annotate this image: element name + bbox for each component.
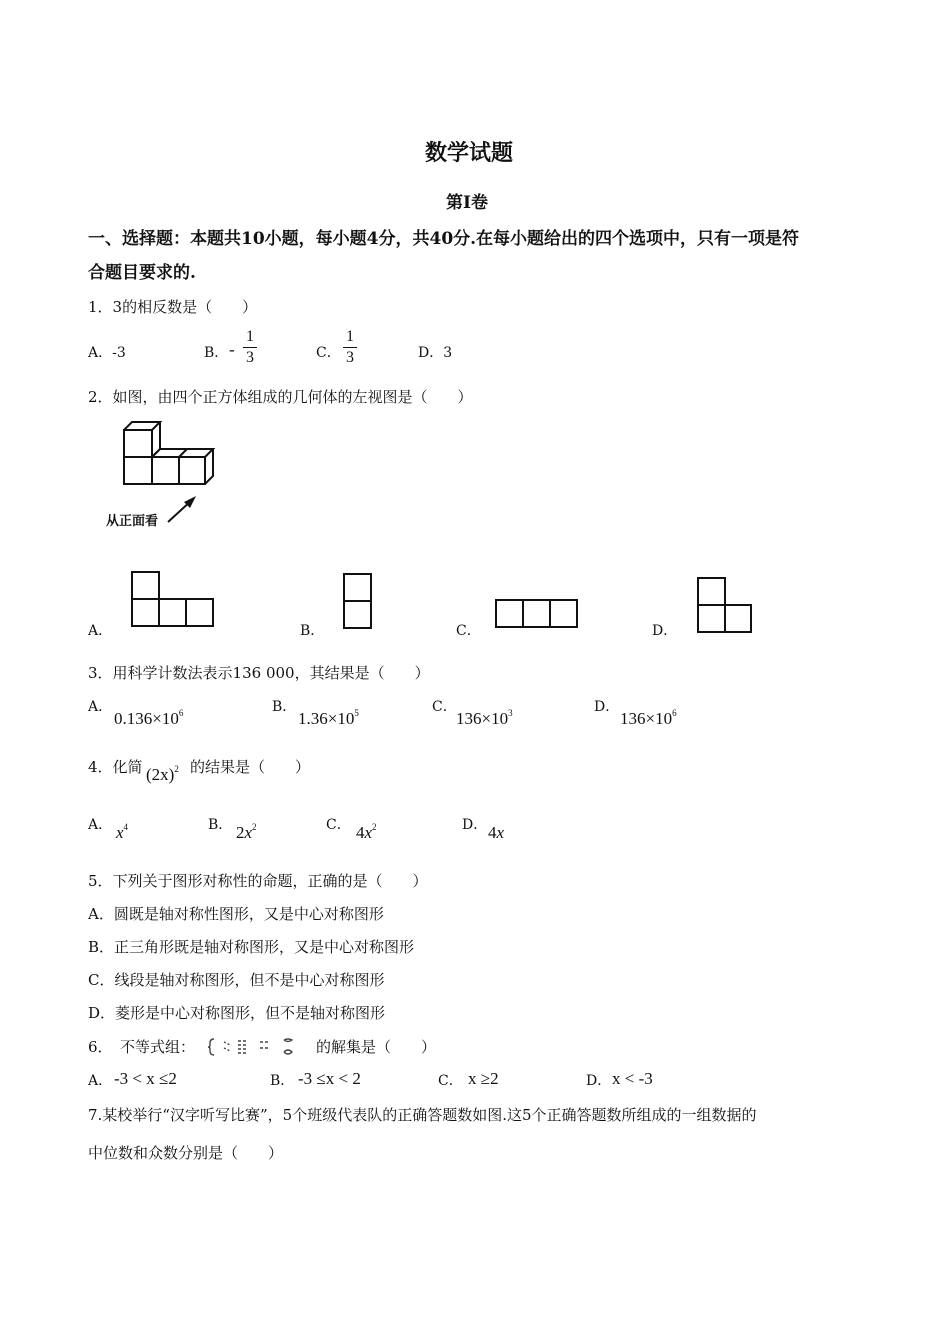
q4-option-a [116,822,128,843]
q4-label-d: D． [462,817,488,833]
section-heading-line1: 一、选择题：本题共10小题，每小题4分，共40分.在每小题给出的四个选项中，只有一项是符 [88,229,800,249]
q3-label-c: C． [432,699,457,715]
q1-fraction-c [343,328,357,367]
q3-base-c: 136×10 [456,709,509,728]
q3-exp-c: 3 [508,708,513,718]
q3-option-a [114,708,183,729]
q4-stem-post: 的结果是（ ） [190,758,311,776]
fraction-denominator: 3 [246,349,254,366]
q5-stem: 5．下列关于图形对称性的命题，正确的是（ ） [88,872,428,890]
q4-expression [146,764,179,785]
q3-option-d [620,708,677,729]
q6-label-c: C． [438,1073,463,1089]
q4-var-a: x [116,823,124,842]
q3-option-b [298,708,359,729]
q3-base-a: 0.136×10 [114,709,179,728]
q4-coef-b: 2 [236,823,245,842]
q4-expr-base: (2x) [146,765,175,784]
q4-expr-exp: 2 [174,764,179,774]
q4-stem-pre: 4．化简 [88,758,143,776]
q2-label-a: A． [88,623,113,639]
section-heading-line2: 合题目要求的. [88,263,196,283]
q1-sign-b: - [229,340,235,359]
q1-option-d [418,342,452,362]
q1-value-a: -3 [112,345,126,361]
figure-caption: 从正面看 [106,514,159,529]
q2-figure-d [696,576,754,634]
q1-fraction-b [243,328,257,367]
q5-option-a: A．圆既是轴对称性图形，又是中心对称图形 [88,905,384,923]
q3-option-c [456,708,513,729]
q3-stem: 3．用科学计数法表示136 000，其结果是（ ） [88,664,430,682]
fraction-numerator: 1 [246,328,254,345]
q2-stem: 2．如图，由四个正方体组成的几何体的左视图是（ ） [88,388,473,406]
q3-label-a: A． [88,699,113,715]
q2-figure-b [342,572,374,632]
page-title: 数学试题 [425,140,514,166]
q4-option-b [236,822,257,843]
q1-label-c: C． [316,345,341,361]
q6-option-a: -3 < x ≤2 [114,1069,177,1088]
q4-var-d: x [496,823,505,842]
q3-base-d: 136×10 [620,709,673,728]
q6-option-b: -3 ≤x < 2 [298,1069,361,1088]
q4-exp-a: 4 [123,822,129,832]
q1-label-a: A． [88,345,113,361]
q5-option-c: C．线段是轴对称图形，但不是中心对称图形 [88,971,385,989]
q6-label-b: B． [270,1073,295,1089]
q4-exp-b: 2 [252,822,257,832]
q6-label-d: D． [586,1073,612,1089]
q3-exp-d: 6 [672,708,677,718]
q4-coef-c: 4 [356,823,365,842]
q3-label-b: B． [272,699,297,715]
fraction-denominator: 3 [346,349,354,366]
q4-exp-c: 2 [372,822,377,832]
q6-stem-pre: 6． 不等式组： [88,1038,196,1056]
q6-stem-post: 的解集是（ ） [316,1038,437,1056]
q6-inequality-system [208,1036,314,1058]
q1-label-d: D． [418,345,444,361]
q4-option-c [356,822,377,843]
q2-figure-c [494,598,580,632]
q2-label-b: B． [300,623,325,639]
q4-var-b: x [244,823,253,842]
q5-option-b: B．正三角形既是轴对称图形，又是中心对称图形 [88,938,415,956]
fraction-numerator: 1 [346,328,354,345]
q2-label-c: C． [456,623,481,639]
q2-label-d: D． [652,623,678,639]
q1-value-d: 3 [443,345,453,361]
q5-option-d: D．菱形是中心对称图形，但不是轴对称图形 [88,1004,386,1022]
q3-exp-a: 6 [178,708,184,718]
brace-icon [208,1039,214,1055]
q6-label-a: A． [88,1073,113,1089]
fraction-bar [343,347,357,348]
q3-base-b: 1.36×10 [298,709,355,728]
q4-option-d [488,822,504,843]
q3-label-d: D． [594,699,620,715]
fraction-bar [243,347,257,348]
volume-heading: 第Ⅰ卷 [446,193,488,213]
q6-option-c: x ≥2 [468,1069,499,1088]
q4-label-b: B． [208,817,233,833]
q4-label-a: A． [88,817,113,833]
q7-stem-line2: 中位数和众数分别是（ ） [88,1144,284,1162]
q4-coef-d: 4 [488,823,497,842]
q2-figure-a [130,570,216,632]
q6-option-d: x < -3 [612,1069,653,1088]
q4-label-c: C． [326,817,351,833]
q1-stem: 1．3的相反数是（ ） [88,298,258,316]
q1-label-b: B． [204,345,229,361]
q7-stem-line1: 7.某校举行“汉字听写比赛”，5个班级代表队的正确答题数如图.这5个正确答题数所组成的一组数据的 [88,1106,757,1124]
q3-exp-b: 5 [354,708,359,718]
q1-option-a [88,342,126,362]
q4-var-c: x [364,823,373,842]
